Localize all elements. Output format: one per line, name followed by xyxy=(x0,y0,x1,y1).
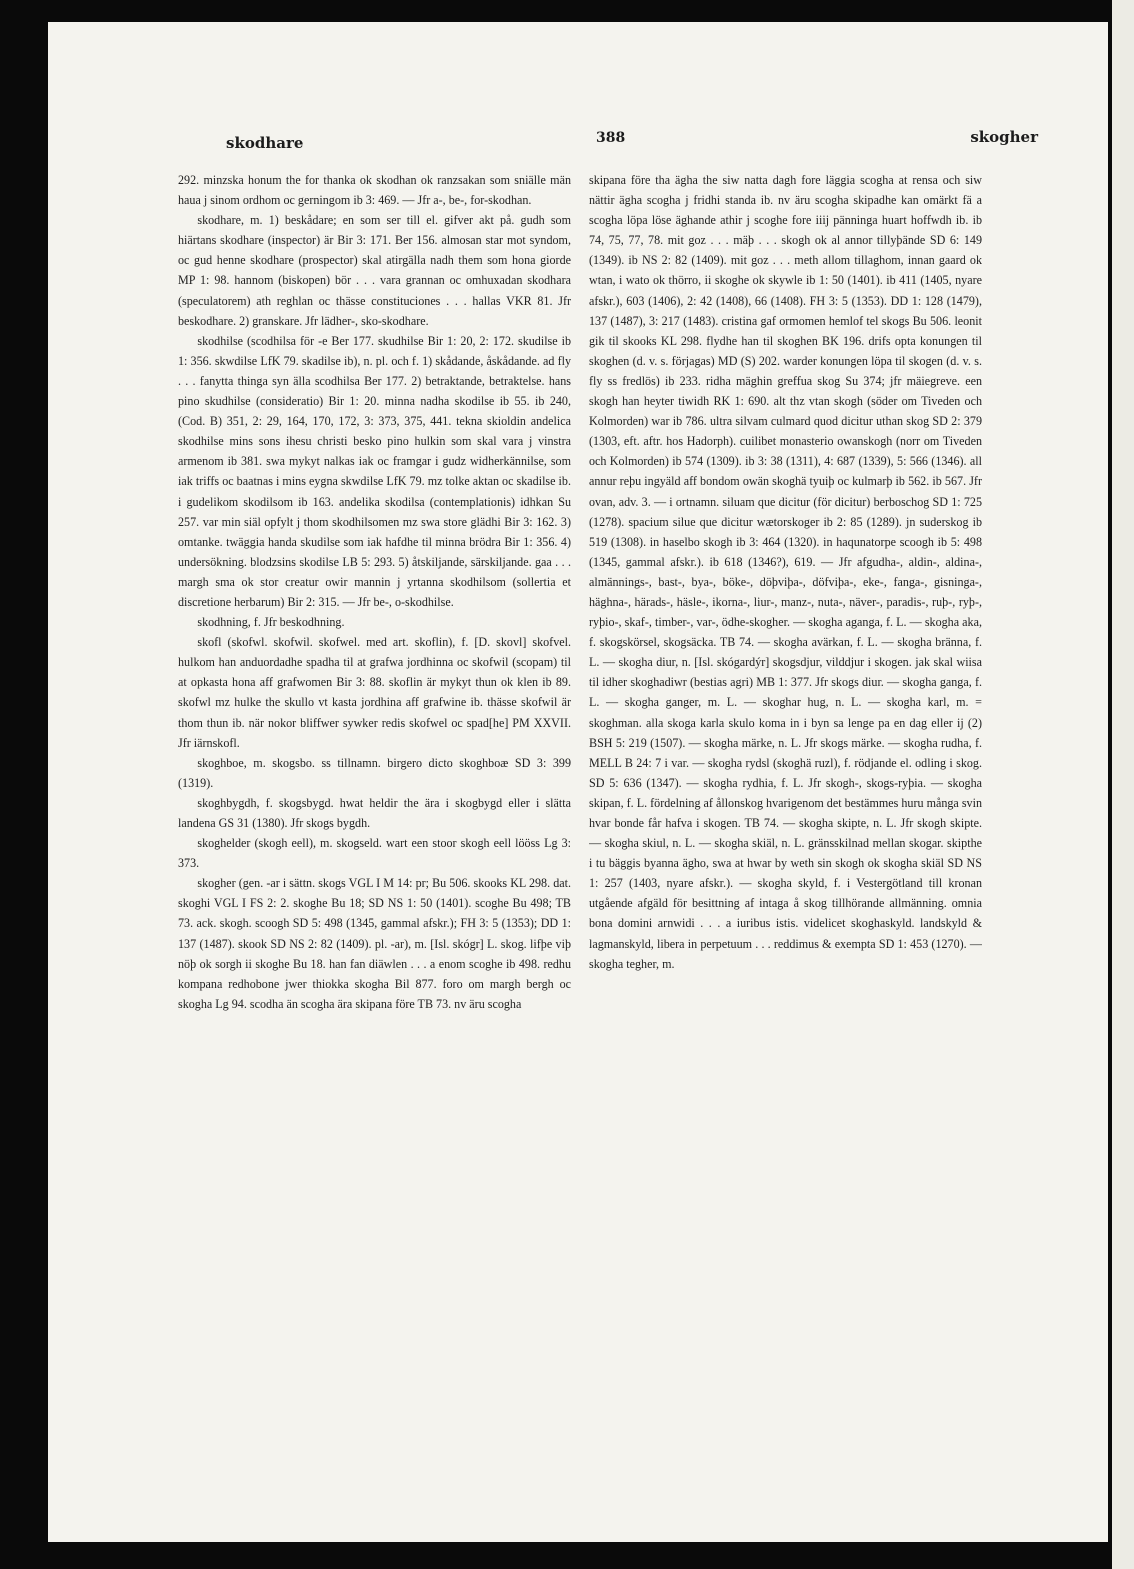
right-column xyxy=(589,170,982,1390)
entry-skodhilse: skodhilse (scodhilsa för -e Ber 177. skudhilse Bir 1: 20, 2: 172. skudilse ib 1: 356. skwdilse LfK 79. skadilse ib), n. pl. och f. 1) skådande, åskådande. ad fly . . . fanytta thinga syn älla scodhilsa Ber 177. 2) betraktande, betraktelse. hans pino skudhilse (consideratio) Bir 1: 20. minna nadha skodilse ib 55. ib 240, (Cod. B) 351, 2: 29, 164, 170, 172, 3: 373, 375, 441. tekna skioldin andelica skodhilse mins sons ihesu christi besko pino hulkin som skal vara j vinstra armenom ib 381. swa mykyt nalkas iak oc framgar i gudz widherkännilse, som iak triffs oc baatnas i mins eygna skwdilse LfK 79. mz tolke aktan oc skadilse ib. i gudelikom skodilsom ib 163. andelika skodilsa (contemplationis) idhkan Su 257. var min siäl opfylt j thom skodhilsomen mz swa store glädhi Bir 3: 162. 3) omtanke. twäggia handa skudilse som iak hafdhe til minna brödra Bir 1: 356. 4) undersökning. blodzsins skodilse LB 5: 293. 5) åtskiljande, särskiljande. gaa . . . margh sma ok stor creatur owir mannin j yrtanna skodhilsom (sollertia et discretione herbarum) Bir 2: 315. — Jfr be-, o-skodhilse. xyxy=(178,333,571,609)
entry-continuation: 292. minzska honum the for thanka ok skodhan ok ranzsakan som sniälle män haua j sinom ordhom oc gerningom ib 3: 469. — Jfr a-, be-, for-skodhan. xyxy=(178,173,571,208)
entry-skogher-continued: skipana före tha ägha the siw natta dagh fore läggia scogha at rensa och siw nättir ägha scogha j fridhi standa ib. nv äru scogha skipadhe kan omärkt fä a scogha löpa löse äghande athir j scoghe fore iiij pänninga huart hoffwdh ib. ib 74, 75, 77, 78. mit goz . . . mäþ . . . skogh ok al annor tillyþände SD 6: 149 (1349). ib NS 2: 82 (1409). mit goz . . . meth allom tillaghom, innan gaard ok wtan, i wato ok thörro, ii skoghe ok skywle ib 1: 50 (1401). ib 411 (1405, nyare afskr.), 603 (1406), 2: 42 (1408), 66 (1408). FH 3: 5 (1353). DD 1: 128 (1479), 137 (1487), 3: 217 (1483). cristina gaf ormomen hemlof tel skogs Bu 506. leonit gik til skooks KL 298. flydhe han til skoghen BK 196. drifs opta konungen til skoghen (d. v. s. förjagas) MD (S) 202. warder konungen löpa til skogen (d. v. s. fly ss fredlös) ib 233. ridha mäghin greffua skog Su 374; jfr mäiegreve. een skogh han heyter tiwidh RK 1: 690. alt thz vtan skogh (söder om Tiveden och Kolmorden) war ib 786. ultra silvam culmard quod dicitur uthan skog SD 2: 379 (1303, eft. aftr. hos Hadorph). cuilibet monasterio owanskogh (norr om Tiveden och Kolmorden) ib 574 (1309). ib 3: 38 (1311), 4: 687 (1339), 5: 566 (1346). all annur reþu ingyäld aff bondom owän skoghä tyuiþ oc kulmarþ ib 562. ib 567. Jfr ovan, adv. 3. — i ortnamn. siluam que dicitur (för dicitur) berboschog SD 1: 725 (1278). spacium silue que dicitur wætorskoger ib 2: 85 (1289). jn suderskog ib 519 (1308). in haselbo skogh ib 3: 464 (1320). in haqunatorpe scoogh ib 5: 498 (1345, gammal afskr.). ib 618 (1346?), 619. — Jfr afgudha-, aldin-, aldina-, almännings-, bast-, bya-, böke-, döþviþa-, döfviþa-, eke-, fanga-, gisninga-, häghna-, härads-, häsle-, ikorna-, liur-, manz-, nuta-, näver-, paradis-, ruþ-, ryþ-, ryþio-, skaf-, timber-, var-, ödhe-skogher. — skogha aganga, f. L. — skogha aka, f. skogskörsel, skogsäcka. TB 74. — skogha avärkan, f. L. — skogha bränna, f. L. — skogha diur, n. [Isl. skógardýr] skogsdjur, vilddjur i skogen. jak skal wiisa til idher skoghadiwr (bestias agri) MB 1: 377. Jfr skogs diur. — skogha ganga, f. L. — skogha ganger, m. L. — skoghar hug, n. L. — skogha karl, m. = skoghman. alla skoga karla skulo koma in i byn sa lenge pa en dag eller ij (2) BSH 5: 219 (1507). — skogha märke, n. L. Jfr skogs märke. — skogha rudha, f. MELL B 24: 7 i var. — skogha rydsl (skoghä ruzl), f. rödjande el. odling i skog. SD 5: 636 (1347). — skogha rydhia, f. L. Jfr skogh-, skogs-ryþia. — skogha skipan, f. L. fördelning af ållonskog hvarigenom det bestämmes huru många svin hvar bonde får hafva i skogen. TB 74. — skogha skipte, n. L. Jfr skogh skipte. — skogha skiul, n. L. — skogha skiäl, n. L. gränsskilnad mellan skogar. skipthe i tu bäggis byanna ägho, swa at hwar by weth sin skogh ok skogha skiäl SD NS 1: 257 (1403, nyare afskr.). — skogha skyld, f. i Vestergötland till kronan utgående afgäld för besittning af intaga å skog tillhörande allmänning. omnia bona domini arnwidi . . . a iuribus istis. videlicet skoghaskyld. landskyld & lagmanskyld, libera in perpetuum . . . reddimus & exempta SD 1: 453 (1270). — skogha tegher, m. xyxy=(589,173,982,971)
left-running-headword: skodhare xyxy=(226,134,304,152)
entry-skodhning: skodhning, f. Jfr beskodhning. xyxy=(197,615,345,630)
scan-edge xyxy=(1112,0,1134,1569)
left-column xyxy=(178,170,571,1390)
entry-skoghelder: skoghelder (skogh eell), m. skogseld. wart een stoor skogh eell lööss Lg 3: 373. xyxy=(178,836,571,871)
entry-skofl: skofl (skofwl. skofwil. skofwel. med art. skoflin), f. [D. skovl] skofvel. hulkom han anduordadhe spadha til at grafwa jordhinna oc skofwil (scopam) til at opkasta hona aff grafwomen Bir 3: 88. skoflin är mykyt thun ok klen ib 89. skofwl mz hulke the skullo vt kasta jordhina aff grafwine ib. thässe skofwil är thom thun ib. när nokor bliffwer sywker redis skofwel oc spad[he] PM XXVII. Jfr iärnskofl. xyxy=(178,635,571,750)
entry-skodhare: skodhare, m. 1) beskådare; en som ser till el. gifver akt på. gudh som hiärtans skodhare (inspector) är Bir 3: 171. Ber 156. almosan star mot syndom, oc gud henne skodhare (prospector) skal atirgälla nadh them som hona giorde MP 1: 98. hannom (biskopen) bör . . . vara grannan oc omhuxadan skodhara (speculatorem) ath reghlan oc thässe constituciones . . . hallas VKR 81. Jfr beskodhare. 2) granskare. Jfr lädher-, sko-skodhare. xyxy=(178,213,571,328)
page-number: 388 xyxy=(596,130,626,146)
running-header xyxy=(226,128,1038,158)
entry-skoghbygdh: skoghbygdh, f. skogsbygd. hwat heldir the ära i skogbygd eller i slätta landena GS 31 (1380). Jfr skogs bygdh. xyxy=(178,795,571,830)
right-running-headword: skogher xyxy=(970,128,1038,146)
entry-skogher: skogher (gen. -ar i sättn. skogs VGL I M 14: pr; Bu 506. skooks KL 298. dat. skoghi VGL I FS 2: 2. skoghe Bu 18; SD NS 1: 50 (1401). scoghe Bu 498; TB 73. ack. skogh. scoogh SD 5: 498 (1345, gammal afskr.); FH 3: 5 (1353); DD 1: 137 (1487). skook SD NS 2: 82 (1409). pl. -ar), m. [Isl. skógr] L. skog. lifþe viþ nöþ ok sorgh ii skoghe Bu 18. han fan diäwlen . . . a enom scoghe ib 498. redhu kompana redhobone jwer thiokka skogha Bil 877. foro om margh bergh oc skogha Lg 94. scodha än scogha ära skipana före TB 73. nv äru scogha xyxy=(178,876,571,1011)
entry-skoghboe: skoghboe, m. skogsbo. ss tillnamn. birgero dicto skoghboæ SD 3: 399 (1319). xyxy=(178,755,571,790)
